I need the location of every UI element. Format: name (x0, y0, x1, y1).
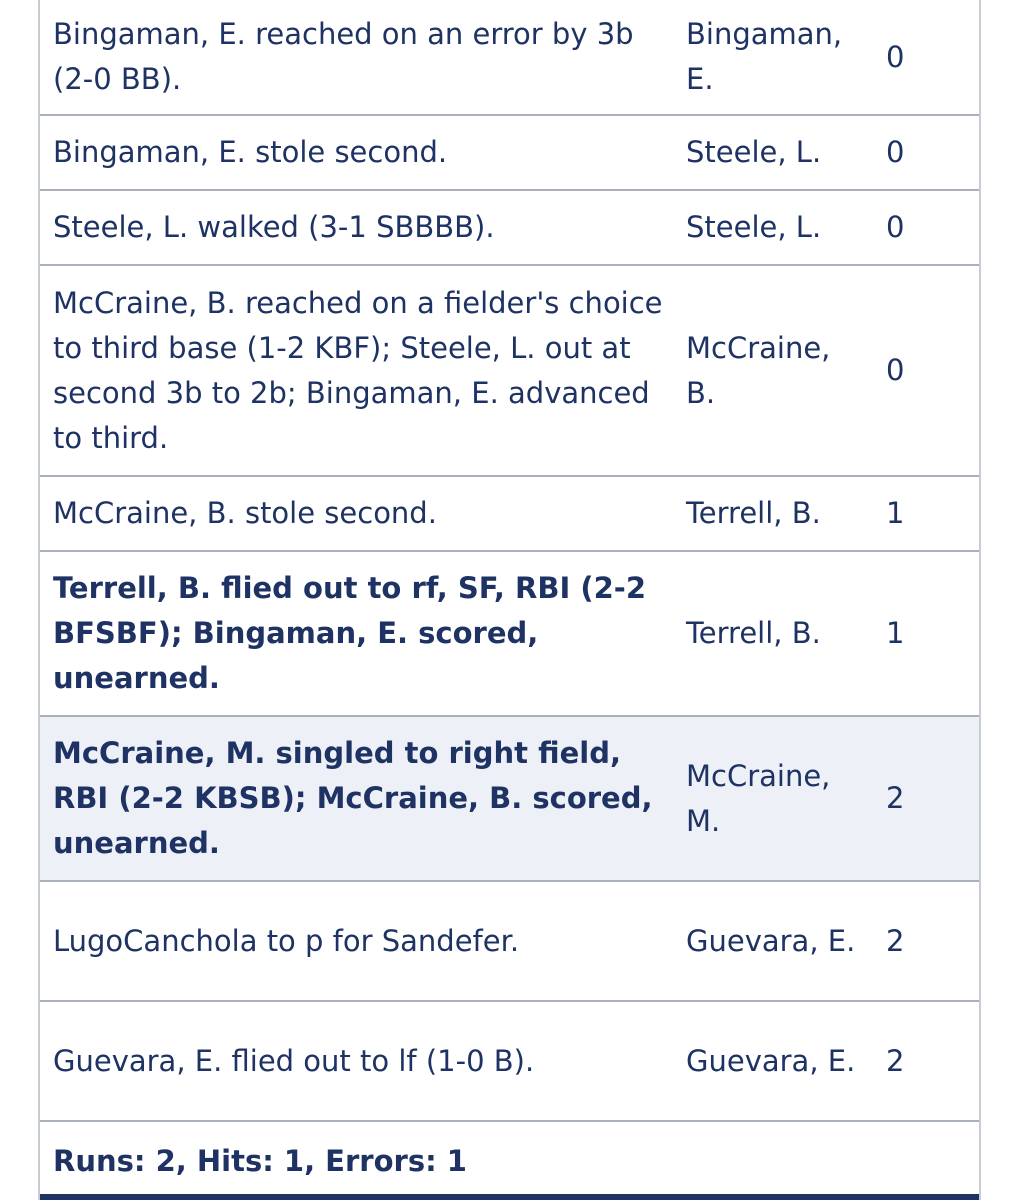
table-row (40, 716, 979, 881)
table-row (40, 265, 979, 476)
play-score: 2 (862, 881, 979, 1001)
play-description: Terrell, B. flied out to rf, SF, RBI (2-2 BFSBF); Bingaman, E. scored, unearned. (40, 551, 672, 716)
play-batter: Terrell, B. (672, 476, 862, 551)
play-score: 1 (862, 476, 979, 551)
play-description: Guevara, E. flied out to lf (1-0 B). (40, 1001, 672, 1121)
play-score: 0 (862, 115, 979, 190)
play-batter: Steele, L. (672, 190, 862, 265)
play-description: Steele, L. walked (3-1 SBBBB). (40, 190, 672, 265)
play-description: McCraine, B. stole second. (40, 476, 672, 551)
play-score: 1 (862, 551, 979, 716)
play-batter: Guevara, E. (672, 1001, 862, 1121)
play-rows (40, 0, 979, 1121)
play-score: 2 (862, 1001, 979, 1121)
play-score: 0 (862, 0, 979, 115)
play-batter: McCraine, B. (672, 265, 862, 476)
play-description: Bingaman, E. stole second. (40, 115, 672, 190)
play-description: Bingaman, E. reached on an error by 3b (2-0 BB). (40, 0, 672, 115)
play-by-play-table (40, 0, 979, 1122)
table-row (40, 551, 979, 716)
play-score: 2 (862, 716, 979, 881)
play-description: McCraine, B. reached on a fielder's choice to third base (1-2 KBF); Steele, L. out at second 3b to 2b; Bingaman, E. advanced to third. (40, 265, 672, 476)
table-row (40, 476, 979, 551)
play-batter: Bingaman, E. (672, 0, 862, 115)
bottom-border-bar (40, 1194, 979, 1200)
play-description: LugoCanchola to p for Sandefer. (40, 881, 672, 1001)
play-batter: McCraine, M. (672, 716, 862, 881)
table-row (40, 190, 979, 265)
table-row (40, 1001, 979, 1121)
play-batter: Steele, L. (672, 115, 862, 190)
table-row (40, 115, 979, 190)
play-batter: Terrell, B. (672, 551, 862, 716)
table-row (40, 881, 979, 1001)
play-description: McCraine, M. singled to right field, RBI (2-2 KBSB); McCraine, B. scored, unearned. (40, 716, 672, 881)
play-batter: Guevara, E. (672, 881, 862, 1001)
play-score: 0 (862, 265, 979, 476)
play-by-play-panel (38, 0, 981, 1200)
inning-totals: Runs: 2, Hits: 1, Errors: 1 (53, 1144, 467, 1178)
play-score: 0 (862, 190, 979, 265)
table-row (40, 0, 979, 115)
